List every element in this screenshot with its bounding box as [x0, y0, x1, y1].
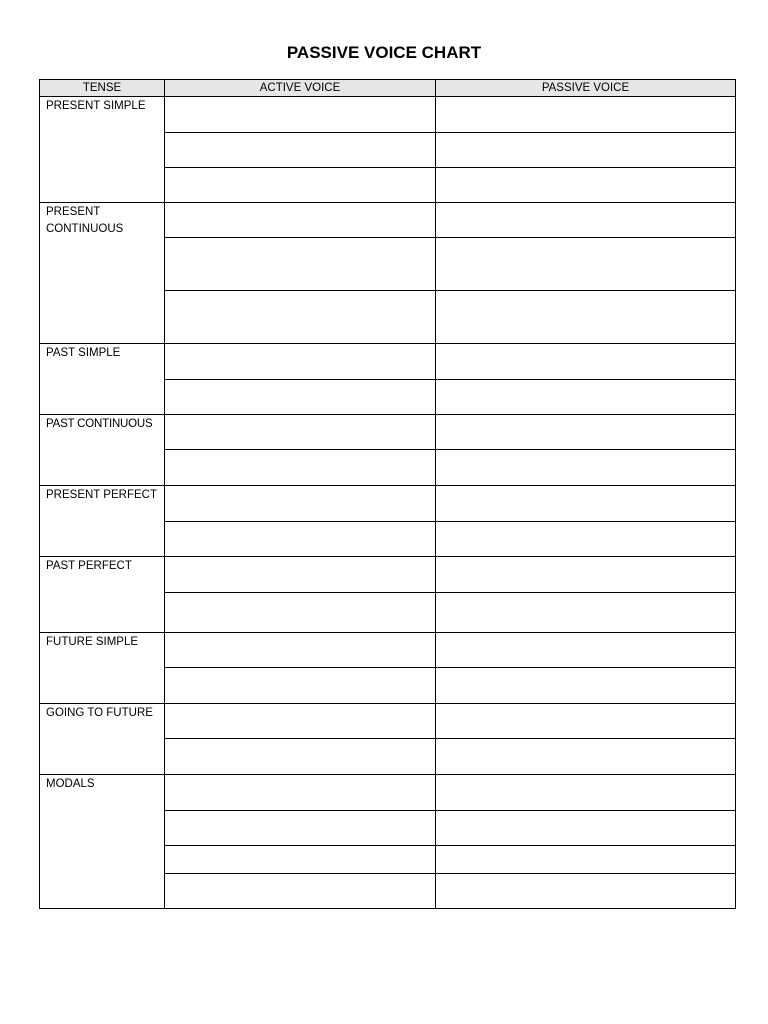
passive-voice-cell[interactable]	[436, 380, 736, 415]
active-voice-cell[interactable]	[165, 97, 436, 133]
header-row	[40, 80, 736, 97]
active-voice-cell[interactable]	[165, 168, 436, 203]
passive-voice-table	[39, 79, 736, 909]
passive-voice-cell[interactable]	[436, 522, 736, 557]
active-voice-cell[interactable]	[165, 380, 436, 415]
header-tense: TENSE	[40, 80, 165, 97]
active-voice-cell[interactable]	[165, 811, 436, 846]
table-row	[40, 486, 736, 522]
active-voice-cell[interactable]	[165, 739, 436, 775]
tense-label-past-simple: PAST SIMPLE	[40, 344, 165, 415]
tense-label-present-perfect: PRESENT PERFECT	[40, 486, 165, 557]
passive-voice-cell[interactable]	[436, 344, 736, 380]
tense-label-past-continuous: PAST CONTINUOUS	[40, 415, 165, 486]
active-voice-cell[interactable]	[165, 133, 436, 168]
passive-voice-cell[interactable]	[436, 486, 736, 522]
passive-voice-cell[interactable]	[436, 168, 736, 203]
passive-voice-cell[interactable]	[436, 739, 736, 775]
header-passive-voice: PASSIVE VOICE	[436, 80, 736, 97]
tense-label-going-to-future: GOING TO FUTURE	[40, 704, 165, 775]
passive-voice-cell[interactable]	[436, 704, 736, 739]
table-row	[40, 557, 736, 593]
tense-label-future-simple: FUTURE SIMPLE	[40, 633, 165, 704]
active-voice-cell[interactable]	[165, 557, 436, 593]
passive-voice-cell[interactable]	[436, 775, 736, 811]
header-active-voice: ACTIVE VOICE	[165, 80, 436, 97]
passive-voice-cell[interactable]	[436, 291, 736, 344]
tense-label-past-perfect: PAST PERFECT	[40, 557, 165, 633]
table-row	[40, 203, 736, 238]
passive-voice-cell[interactable]	[436, 557, 736, 593]
passive-voice-cell[interactable]	[436, 97, 736, 133]
active-voice-cell[interactable]	[165, 633, 436, 668]
active-voice-cell[interactable]	[165, 874, 436, 909]
active-voice-cell[interactable]	[165, 522, 436, 557]
passive-voice-cell[interactable]	[436, 668, 736, 704]
passive-voice-cell[interactable]	[436, 633, 736, 668]
passive-voice-cell[interactable]	[436, 203, 736, 238]
active-voice-cell[interactable]	[165, 846, 436, 874]
table-row	[40, 775, 736, 811]
active-voice-cell[interactable]	[165, 704, 436, 739]
passive-voice-cell[interactable]	[436, 238, 736, 291]
passive-voice-cell[interactable]	[436, 593, 736, 633]
table-row	[40, 97, 736, 133]
table-row	[40, 344, 736, 380]
passive-voice-cell[interactable]	[436, 846, 736, 874]
active-voice-cell[interactable]	[165, 593, 436, 633]
passive-voice-cell[interactable]	[436, 874, 736, 909]
active-voice-cell[interactable]	[165, 415, 436, 450]
active-voice-cell[interactable]	[165, 203, 436, 238]
table-row	[40, 633, 736, 668]
active-voice-cell[interactable]	[165, 775, 436, 811]
active-voice-cell[interactable]	[165, 344, 436, 380]
passive-voice-cell[interactable]	[436, 811, 736, 846]
tense-label-present-simple: PRESENT SIMPLE	[40, 97, 165, 203]
tense-label-present-continuous: PRESENT CONTINUOUS	[40, 203, 165, 344]
page-title: PASSIVE VOICE CHART	[286, 43, 482, 62]
table-row	[40, 415, 736, 450]
active-voice-cell[interactable]	[165, 238, 436, 291]
table-row	[40, 704, 736, 739]
active-voice-cell[interactable]	[165, 291, 436, 344]
passive-voice-cell[interactable]	[436, 133, 736, 168]
active-voice-cell[interactable]	[165, 668, 436, 704]
passive-voice-cell[interactable]	[436, 450, 736, 486]
active-voice-cell[interactable]	[165, 486, 436, 522]
tense-label-modals: MODALS	[40, 775, 165, 909]
active-voice-cell[interactable]	[165, 450, 436, 486]
passive-voice-cell[interactable]	[436, 415, 736, 450]
